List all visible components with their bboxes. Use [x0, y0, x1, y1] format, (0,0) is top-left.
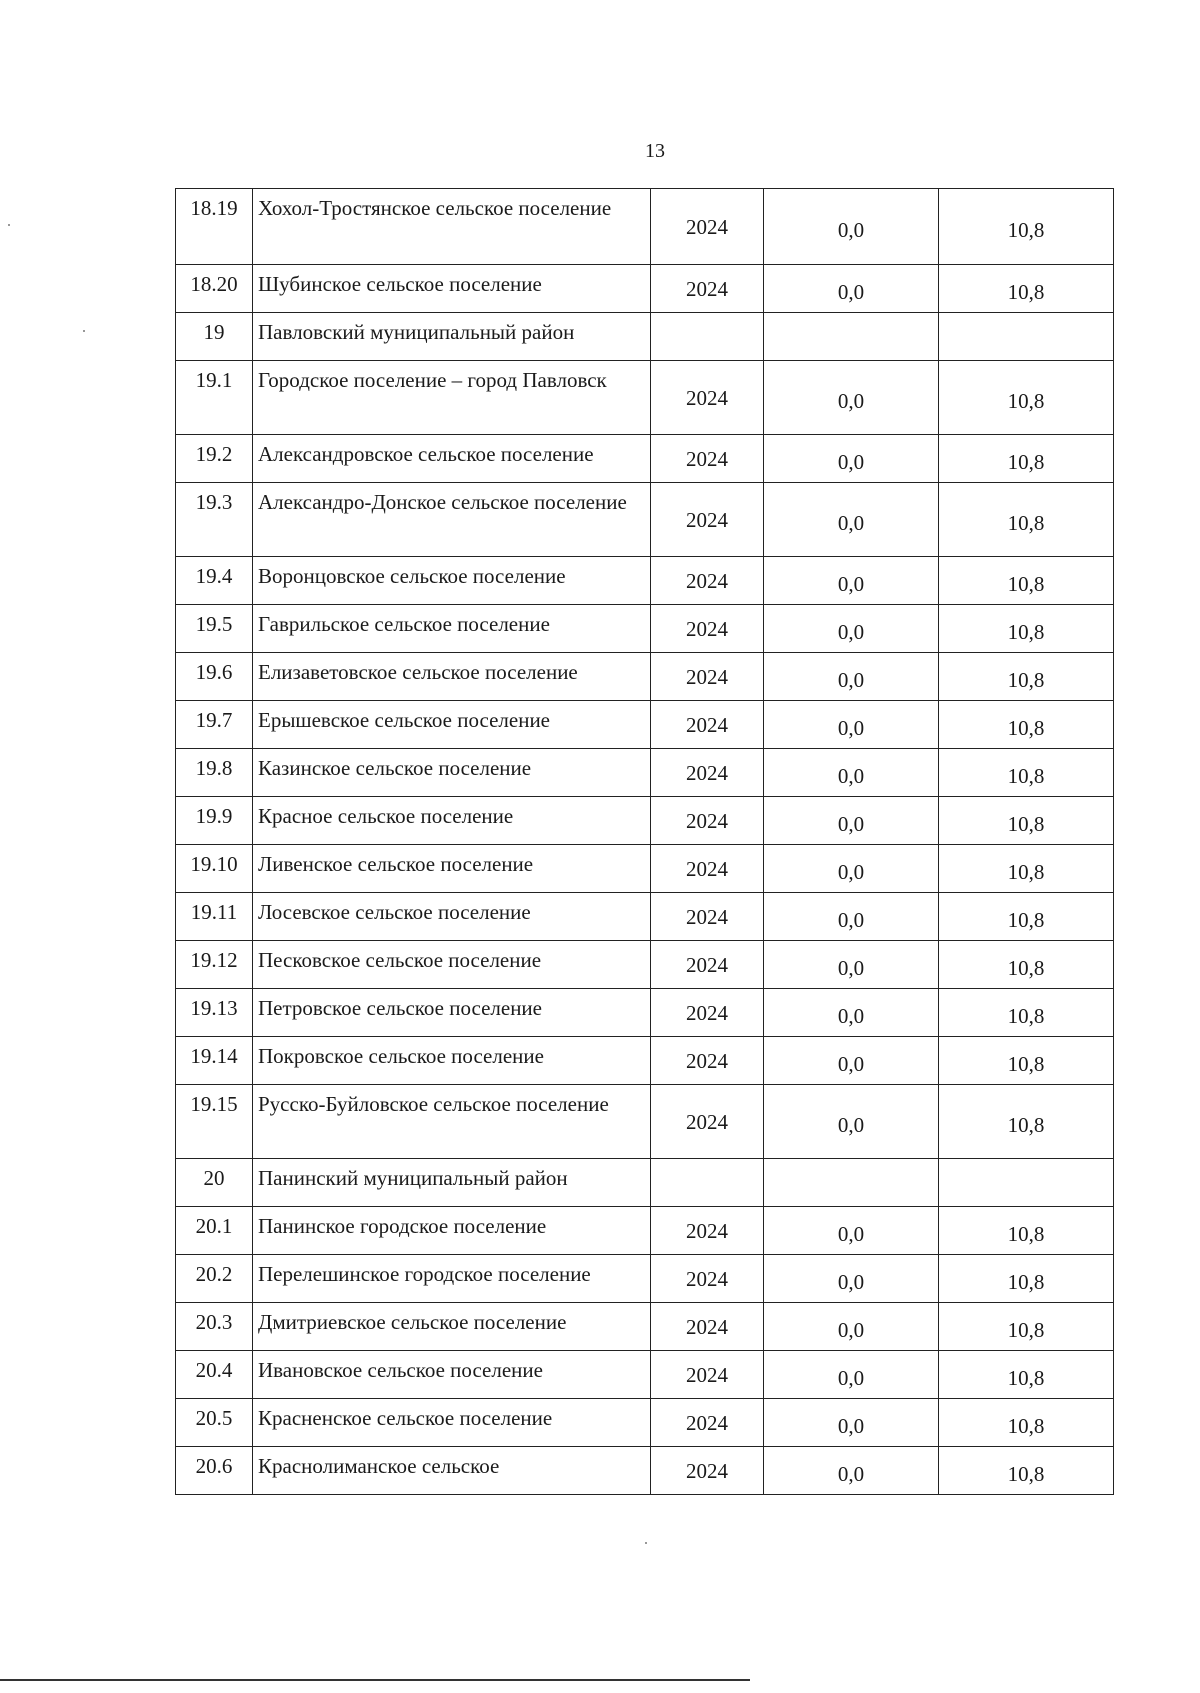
settlement-name-cell: Ивановское сельское поселение: [253, 1351, 651, 1399]
value-1-cell: 0,0: [764, 1085, 939, 1159]
value-2-cell: 10,8: [939, 557, 1114, 605]
table-row: [176, 749, 1114, 797]
year-cell: 2024: [651, 605, 764, 653]
year-cell: 2024: [651, 1303, 764, 1351]
row-number-cell: 20: [176, 1159, 253, 1207]
value-2-cell: 10,8: [939, 1303, 1114, 1351]
value-2-cell: 10,8: [939, 1447, 1114, 1495]
table-row: [176, 189, 1114, 265]
value-1-cell: 0,0: [764, 1447, 939, 1495]
row-number-cell: 20.2: [176, 1255, 253, 1303]
settlements-table: [175, 188, 1114, 1495]
value-1-cell: 0,0: [764, 797, 939, 845]
value-1-cell: 0,0: [764, 265, 939, 313]
row-number-cell: 19.8: [176, 749, 253, 797]
value-2-cell: 10,8: [939, 1207, 1114, 1255]
table-row: [176, 435, 1114, 483]
value-2-cell: 10,8: [939, 483, 1114, 557]
value-2-cell: 10,8: [939, 189, 1114, 265]
table-row: [176, 701, 1114, 749]
row-number-cell: 19.10: [176, 845, 253, 893]
value-2-cell: 10,8: [939, 605, 1114, 653]
row-number-cell: 20.4: [176, 1351, 253, 1399]
settlement-name-cell: Панинский муниципальный район: [253, 1159, 651, 1207]
table-row: [176, 1037, 1114, 1085]
value-2-cell: 10,8: [939, 989, 1114, 1037]
table-row: [176, 653, 1114, 701]
table-row: [176, 989, 1114, 1037]
value-2-cell: 10,8: [939, 1351, 1114, 1399]
settlement-name-cell: Павловский муниципальный район: [253, 313, 651, 361]
value-2-cell: 10,8: [939, 435, 1114, 483]
year-cell: 2024: [651, 557, 764, 605]
settlement-name-cell: Русско-Буйловское сельское поселение: [253, 1085, 651, 1159]
year-cell: 2024: [651, 1207, 764, 1255]
settlement-name-cell: Панинское городское поселение: [253, 1207, 651, 1255]
row-number-cell: 19: [176, 313, 253, 361]
year-cell: [651, 1159, 764, 1207]
year-cell: 2024: [651, 797, 764, 845]
row-number-cell: 19.12: [176, 941, 253, 989]
row-number-cell: 19.3: [176, 483, 253, 557]
settlement-name-cell: Хохол-Тростянское сельское поселение: [253, 189, 651, 265]
value-1-cell: 0,0: [764, 1303, 939, 1351]
year-cell: 2024: [651, 435, 764, 483]
settlement-name-cell: Лосевское сельское поселение: [253, 893, 651, 941]
value-1-cell: 0,0: [764, 1037, 939, 1085]
scan-edge-line: [0, 1679, 750, 1681]
value-1-cell: 0,0: [764, 893, 939, 941]
year-cell: 2024: [651, 361, 764, 435]
year-cell: 2024: [651, 265, 764, 313]
settlement-name-cell: Краснолиманское сельское: [253, 1447, 651, 1495]
row-number-cell: 19.4: [176, 557, 253, 605]
settlement-name-cell: Гаврильское сельское поселение: [253, 605, 651, 653]
year-cell: 2024: [651, 483, 764, 557]
value-2-cell: 10,8: [939, 749, 1114, 797]
table-row: [176, 265, 1114, 313]
row-number-cell: 20.5: [176, 1399, 253, 1447]
value-2-cell: 10,8: [939, 1037, 1114, 1085]
table-row: [176, 1159, 1114, 1207]
year-cell: 2024: [651, 941, 764, 989]
row-number-cell: 19.2: [176, 435, 253, 483]
value-1-cell: 0,0: [764, 989, 939, 1037]
table-body: [176, 189, 1114, 1495]
table-row: [176, 361, 1114, 435]
value-1-cell: 0,0: [764, 1351, 939, 1399]
table-row: [176, 1351, 1114, 1399]
year-cell: 2024: [651, 749, 764, 797]
value-2-cell: 10,8: [939, 361, 1114, 435]
value-1-cell: 0,0: [764, 701, 939, 749]
value-2-cell: 10,8: [939, 797, 1114, 845]
year-cell: 2024: [651, 845, 764, 893]
value-1-cell: 0,0: [764, 483, 939, 557]
table-row: [176, 1207, 1114, 1255]
value-2-cell: [939, 1159, 1114, 1207]
value-2-cell: 10,8: [939, 893, 1114, 941]
scan-speck: [8, 224, 10, 226]
settlement-name-cell: Воронцовское сельское поселение: [253, 557, 651, 605]
page-number: 13: [645, 140, 665, 162]
table-row: [176, 557, 1114, 605]
value-1-cell: 0,0: [764, 941, 939, 989]
scan-speck: [83, 330, 85, 332]
row-number-cell: 20.1: [176, 1207, 253, 1255]
settlement-name-cell: Перелешинское городское поселение: [253, 1255, 651, 1303]
settlement-name-cell: Ерышевское сельское поселение: [253, 701, 651, 749]
row-number-cell: 20.3: [176, 1303, 253, 1351]
value-2-cell: 10,8: [939, 1085, 1114, 1159]
settlement-name-cell: Александровское сельское поселение: [253, 435, 651, 483]
row-number-cell: 19.6: [176, 653, 253, 701]
table-row: [176, 845, 1114, 893]
year-cell: 2024: [651, 701, 764, 749]
value-1-cell: 0,0: [764, 557, 939, 605]
year-cell: 2024: [651, 653, 764, 701]
table-row: [176, 941, 1114, 989]
value-2-cell: 10,8: [939, 845, 1114, 893]
settlement-name-cell: Петровское сельское поселение: [253, 989, 651, 1037]
table-row: [176, 1303, 1114, 1351]
year-cell: 2024: [651, 1351, 764, 1399]
value-2-cell: 10,8: [939, 701, 1114, 749]
settlement-name-cell: Казинское сельское поселение: [253, 749, 651, 797]
value-2-cell: [939, 313, 1114, 361]
row-number-cell: 18.20: [176, 265, 253, 313]
table-row: [176, 313, 1114, 361]
settlement-name-cell: Елизаветовское сельское поселение: [253, 653, 651, 701]
row-number-cell: 19.5: [176, 605, 253, 653]
scan-speck: [645, 1542, 647, 1544]
year-cell: 2024: [651, 1447, 764, 1495]
row-number-cell: 19.11: [176, 893, 253, 941]
year-cell: [651, 313, 764, 361]
row-number-cell: 18.19: [176, 189, 253, 265]
value-1-cell: 0,0: [764, 749, 939, 797]
value-1-cell: 0,0: [764, 1255, 939, 1303]
value-2-cell: 10,8: [939, 1399, 1114, 1447]
value-1-cell: 0,0: [764, 1207, 939, 1255]
row-number-cell: 19.9: [176, 797, 253, 845]
row-number-cell: 20.6: [176, 1447, 253, 1495]
table-row: [176, 797, 1114, 845]
value-1-cell: 0,0: [764, 1399, 939, 1447]
settlement-name-cell: Песковское сельское поселение: [253, 941, 651, 989]
value-1-cell: [764, 1159, 939, 1207]
value-1-cell: 0,0: [764, 653, 939, 701]
settlement-name-cell: Городское поселение – город Павловск: [253, 361, 651, 435]
table-row: [176, 893, 1114, 941]
settlement-name-cell: Красненское сельское поселение: [253, 1399, 651, 1447]
row-number-cell: 19.13: [176, 989, 253, 1037]
row-number-cell: 19.14: [176, 1037, 253, 1085]
year-cell: 2024: [651, 989, 764, 1037]
table-row: [176, 1447, 1114, 1495]
table-row: [176, 1255, 1114, 1303]
year-cell: 2024: [651, 1255, 764, 1303]
value-2-cell: 10,8: [939, 941, 1114, 989]
year-cell: 2024: [651, 189, 764, 265]
value-2-cell: 10,8: [939, 265, 1114, 313]
year-cell: 2024: [651, 1085, 764, 1159]
settlement-name-cell: Шубинское сельское поселение: [253, 265, 651, 313]
row-number-cell: 19.1: [176, 361, 253, 435]
table-row: [176, 1399, 1114, 1447]
year-cell: 2024: [651, 1399, 764, 1447]
table-row: [176, 605, 1114, 653]
settlement-name-cell: Красное сельское поселение: [253, 797, 651, 845]
value-1-cell: 0,0: [764, 605, 939, 653]
table-row: [176, 1085, 1114, 1159]
table-row: [176, 483, 1114, 557]
value-2-cell: 10,8: [939, 653, 1114, 701]
settlement-name-cell: Ливенское сельское поселение: [253, 845, 651, 893]
row-number-cell: 19.15: [176, 1085, 253, 1159]
value-1-cell: [764, 313, 939, 361]
value-1-cell: 0,0: [764, 189, 939, 265]
value-1-cell: 0,0: [764, 845, 939, 893]
year-cell: 2024: [651, 1037, 764, 1085]
row-number-cell: 19.7: [176, 701, 253, 749]
year-cell: 2024: [651, 893, 764, 941]
settlement-name-cell: Александро-Донское сельское поселение: [253, 483, 651, 557]
value-1-cell: 0,0: [764, 435, 939, 483]
settlement-name-cell: Покровское сельское поселение: [253, 1037, 651, 1085]
value-2-cell: 10,8: [939, 1255, 1114, 1303]
settlement-name-cell: Дмитриевское сельское поселение: [253, 1303, 651, 1351]
value-1-cell: 0,0: [764, 361, 939, 435]
